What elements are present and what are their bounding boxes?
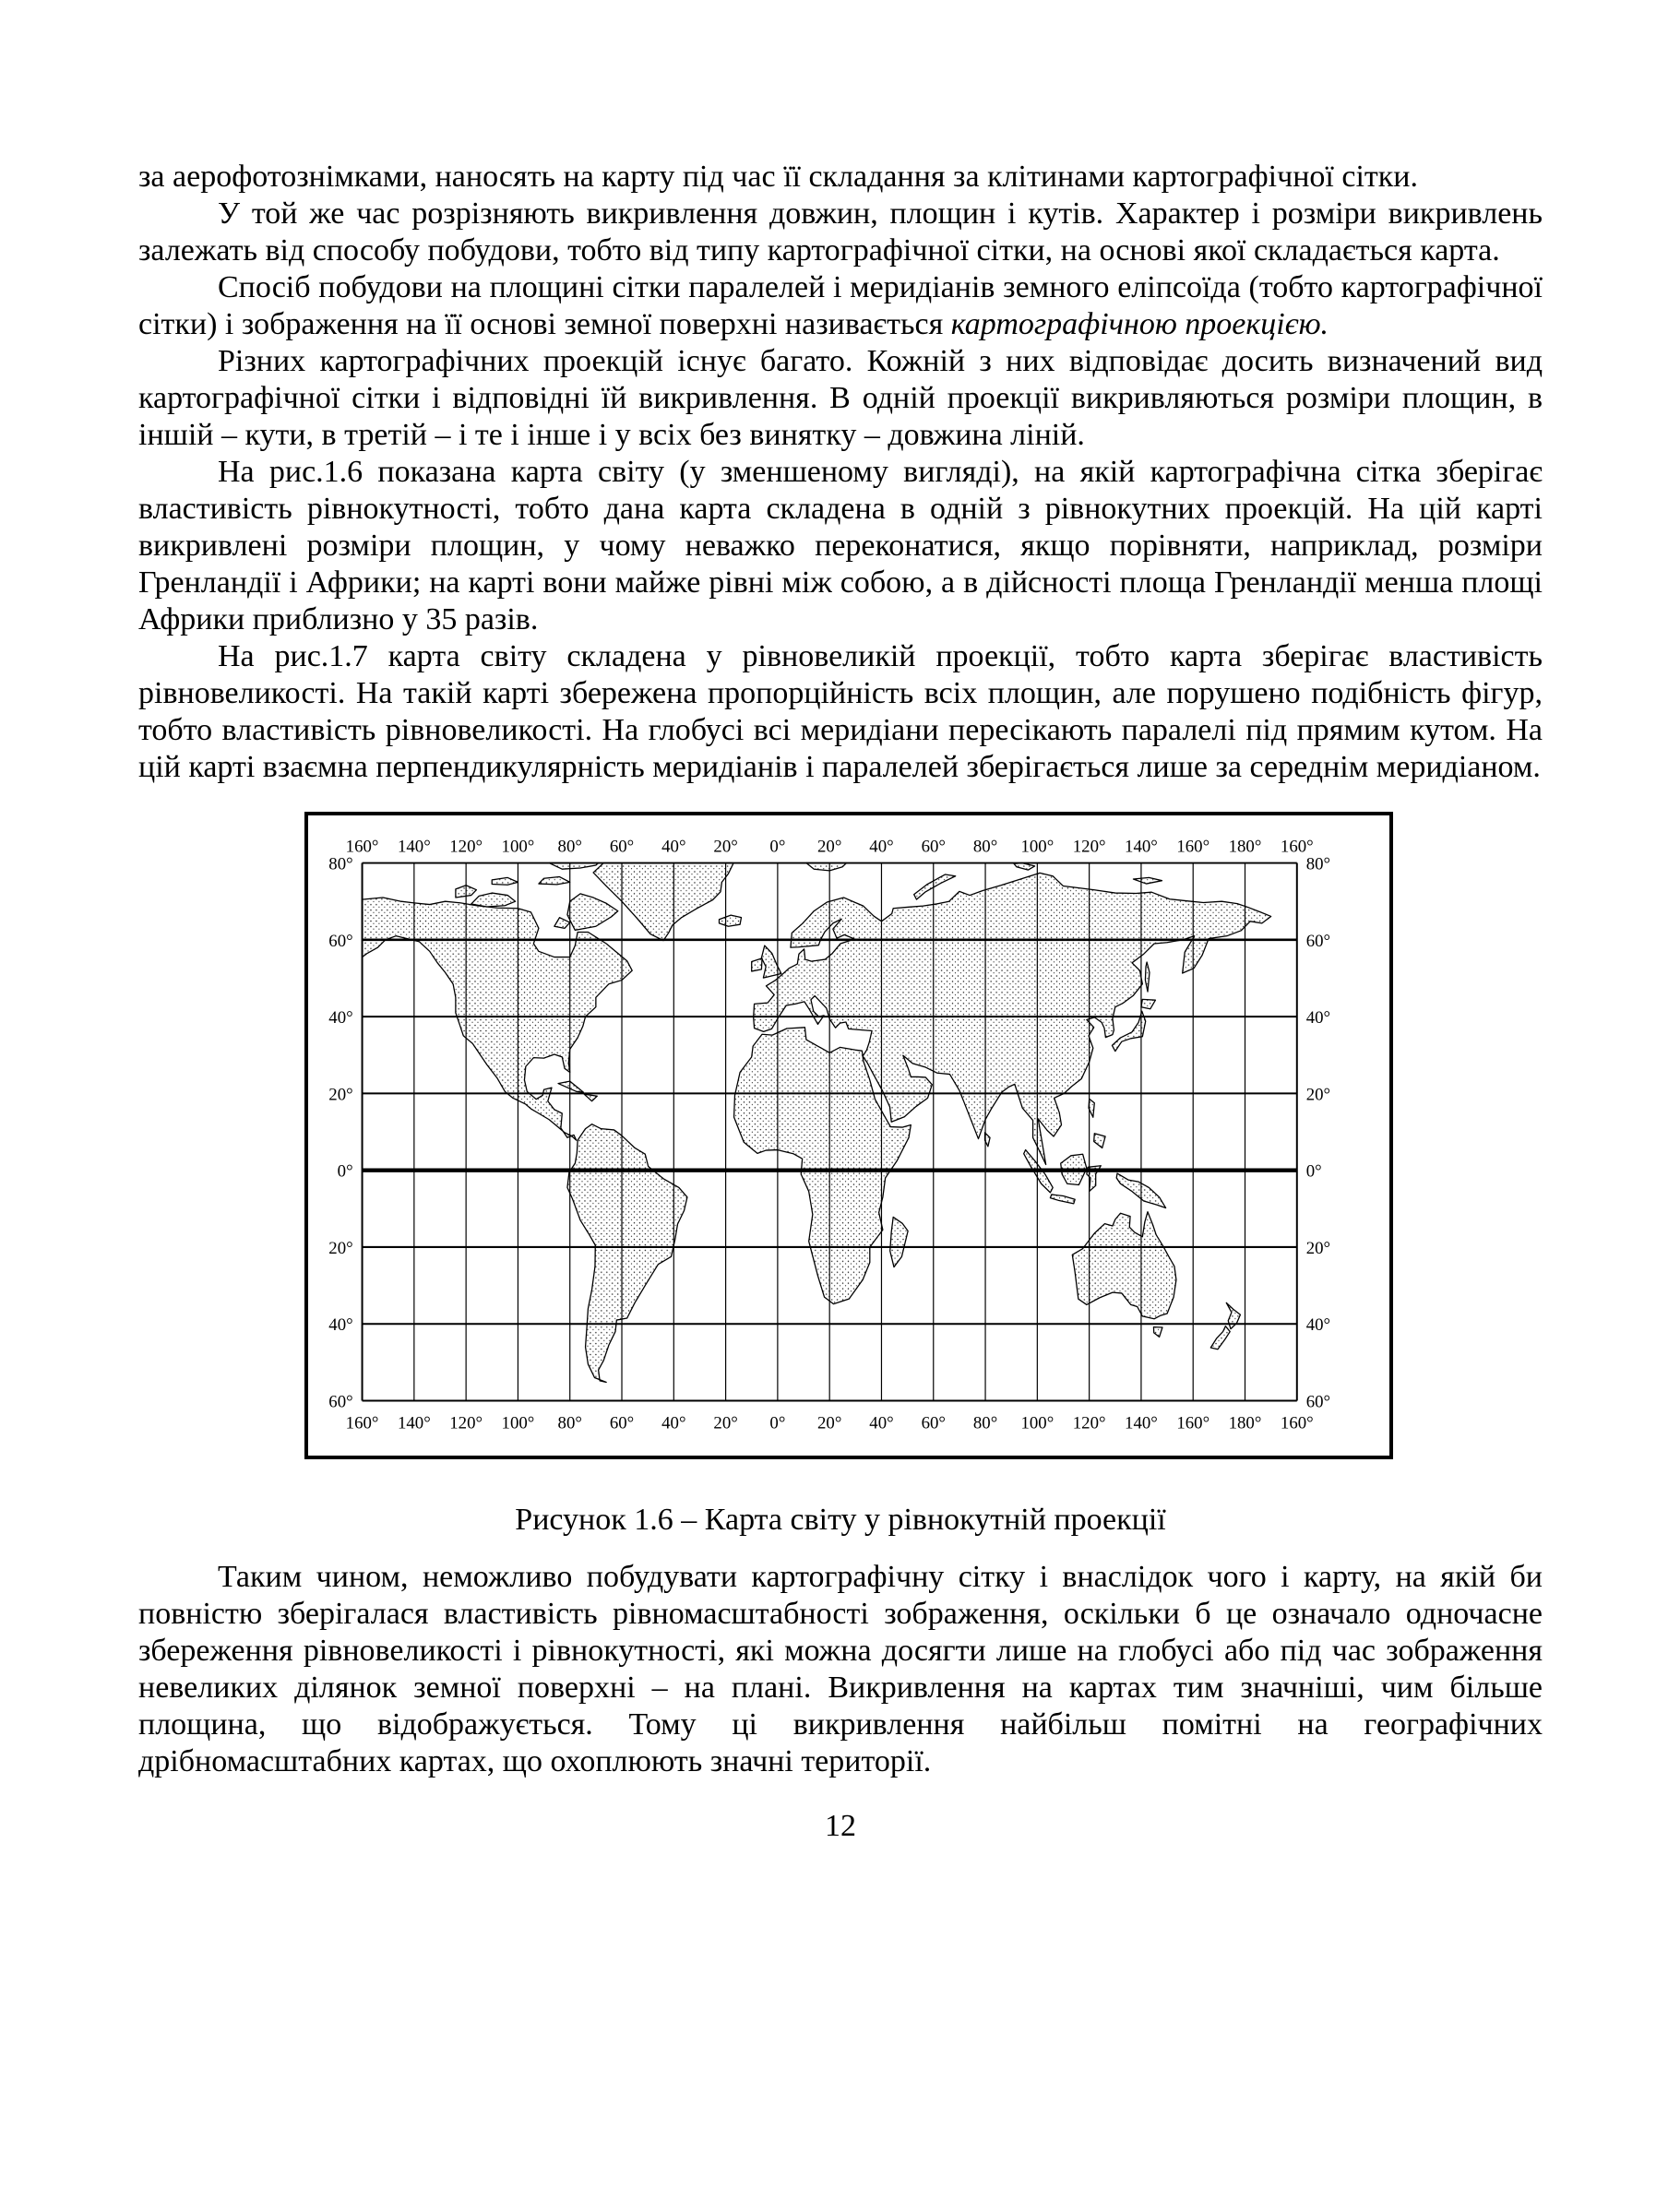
lon-label-top: 20° bbox=[713, 837, 738, 857]
lon-label-bottom: 80° bbox=[972, 1413, 998, 1433]
lon-label-bottom: 160° bbox=[1280, 1413, 1314, 1433]
paragraph-3-italic-term: картографічною проекцією. bbox=[950, 307, 1329, 341]
lon-label-bottom: 0° bbox=[769, 1413, 786, 1433]
lat-label-right: 40° bbox=[1305, 1315, 1331, 1336]
lon-label-top: 140° bbox=[397, 837, 431, 857]
closing-paragraph-text: Таким чином, неможливо побудувати картографічну сітку і внаслідок чого і карту, на якій би повністю зберігалася властивість рівномасштабності зображення, оскільки б це означало одночасне збереження рівновеликості і рівнокутності, які можна досягти лише на глобусі або під час зображення невеликих ділянок земної поверхні – на плані. Викривлення на картах тим значніші, чим більше площина, що відображується. Тому ці викривлення найбільш помітні на географічних дрібномасштабних картах, що охоплюють значні території. bbox=[138, 1560, 1543, 1778]
lon-label-top: 140° bbox=[1125, 837, 1158, 857]
page-number: 12 bbox=[825, 1809, 856, 1843]
land-north-america bbox=[363, 898, 633, 1140]
lat-label-left: 60° bbox=[328, 931, 353, 951]
text-column bbox=[138, 159, 1543, 1845]
paragraph-6-text: На рис.1.7 карта світу складена у рівновеликій проекції, тобто карта зберігає властивість рівновеликості. На такій карті збережена пропорційність всіх площин, але порушено подібність фігур, тобто властивість рівновеликості. На глобусі всі меридіани пересікають паралелі під прямим кутом. На цій карті взаємна перпендикулярність меридіанів і паралелей зберігається лише за середнім меридіаном. bbox=[138, 639, 1543, 784]
lon-label-bottom: 140° bbox=[1125, 1413, 1158, 1433]
land-svalbard bbox=[806, 863, 847, 871]
lon-label-bottom: 20° bbox=[713, 1413, 738, 1433]
land-ireland bbox=[752, 958, 762, 971]
paragraph-2-text: У той же час розрізняють викривлення довжин, площин і кутів. Характер і розміри викривлень залежать від способу побудови, тобто від типу картографічної сітки, на основі якої складається карта. bbox=[138, 196, 1543, 268]
lat-label-right: 20° bbox=[1305, 1238, 1331, 1258]
land-devon-island bbox=[539, 877, 570, 885]
lon-label-top: 120° bbox=[1072, 837, 1106, 857]
land-victoria-island bbox=[471, 893, 516, 907]
lat-label-right: 60° bbox=[1305, 931, 1331, 951]
lon-label-bottom: 60° bbox=[921, 1413, 946, 1433]
lon-label-bottom: 140° bbox=[397, 1413, 431, 1433]
land-southampton-island bbox=[554, 918, 570, 929]
lon-label-bottom: 160° bbox=[345, 1413, 379, 1433]
paragraph-1-text: за аерофотознімками, наносять на карту під час її складання за клітинами картографічної сітки. bbox=[138, 160, 1418, 194]
paragraph-3-text: Спосіб побудови на площині сітки паралелей і меридіанів земного еліпсоїда (тобто картографічної сітки) і зображення на її основі земної поверхні називається bbox=[138, 270, 1543, 341]
lat-label-left: 40° bbox=[328, 1315, 353, 1336]
lon-label-top: 160° bbox=[345, 837, 379, 857]
land-tasmania bbox=[1153, 1327, 1162, 1338]
lat-label-left: 40° bbox=[328, 1008, 353, 1029]
land-iceland bbox=[720, 915, 742, 926]
figure-map bbox=[304, 812, 1393, 1459]
lon-label-bottom: 100° bbox=[1020, 1413, 1054, 1433]
lat-label-right: 80° bbox=[1305, 854, 1331, 874]
land-java bbox=[1050, 1195, 1075, 1204]
land-britain bbox=[761, 945, 780, 978]
lon-label-top: 80° bbox=[972, 837, 998, 857]
lon-label-top: 0° bbox=[769, 837, 786, 857]
land-hokkaido bbox=[1141, 999, 1155, 1008]
lon-label-bottom: 180° bbox=[1228, 1413, 1262, 1433]
paragraph-5-text: На рис.1.6 показана карта світу (у зменшеному вигляді), на якій картографічна сітка зберігає властивість рівнокутності, тобто дана карта складена в одній з рівнокутних проекцій. На цій карті викривлені розміри площин, у чому неважко переконатися, якщо порівняти, наприклад, розміри Гренландії і Африки; на карті вони майже рівні між собою, а в дійсності площа Гренландії менша площі Африки приблизно у 35 разів. bbox=[138, 455, 1543, 636]
land-new-zealand-north bbox=[1226, 1302, 1240, 1328]
map-frame bbox=[304, 812, 1393, 1459]
lat-label-right: 60° bbox=[1305, 1392, 1331, 1412]
lat-label-left: 80° bbox=[328, 854, 353, 874]
lon-label-top: 100° bbox=[501, 837, 535, 857]
figure-caption: Рисунок 1.6 – Карта світу у рівнокутній проекції bbox=[515, 1503, 1166, 1537]
lon-label-top: 20° bbox=[817, 837, 842, 857]
land-new-siberian-islands bbox=[1133, 877, 1162, 884]
land-novaya-zemlya bbox=[914, 874, 956, 899]
land-ellesmere-island bbox=[549, 863, 598, 870]
land-cuba bbox=[558, 1081, 583, 1092]
lon-label-bottom: 60° bbox=[609, 1413, 635, 1433]
land-south-america bbox=[567, 1124, 687, 1383]
land-sakhalin bbox=[1145, 962, 1150, 992]
lon-label-top: 40° bbox=[661, 837, 686, 857]
land-mindanao bbox=[1094, 1134, 1105, 1148]
closing-paragraph bbox=[138, 1559, 1543, 1780]
lon-label-top: 40° bbox=[869, 837, 894, 857]
paragraph-1 bbox=[138, 159, 1543, 196]
lon-label-bottom: 40° bbox=[661, 1413, 686, 1433]
lat-label-right: 0° bbox=[1305, 1161, 1322, 1182]
lat-label-left: 60° bbox=[328, 1392, 353, 1412]
lon-label-top: 100° bbox=[1020, 837, 1054, 857]
lat-label-left: 20° bbox=[328, 1085, 353, 1105]
paragraph-4 bbox=[138, 343, 1543, 454]
lon-label-top: 120° bbox=[449, 837, 483, 857]
lon-label-top: 180° bbox=[1228, 837, 1262, 857]
land-madagascar bbox=[890, 1217, 908, 1266]
lat-label-left: 0° bbox=[337, 1161, 353, 1182]
land-greenland bbox=[593, 863, 733, 941]
lon-label-bottom: 100° bbox=[501, 1413, 535, 1433]
land-hispaniola bbox=[584, 1094, 597, 1101]
lon-label-bottom: 20° bbox=[817, 1413, 842, 1433]
paragraph-6 bbox=[138, 638, 1543, 786]
lat-label-right: 20° bbox=[1305, 1085, 1331, 1105]
paragraph-3 bbox=[138, 269, 1543, 343]
paragraph-2 bbox=[138, 196, 1543, 269]
lon-label-bottom: 80° bbox=[557, 1413, 582, 1433]
paragraph-4-text: Різних картографічних проекцій існує багато. Кожній з них відповідає досить визначений вид картографічної сітки і відповідні їй викривлення. В одній проекції викривляються розміри площин, в іншій – кути, в третій – і те і інше і у всіх без винятку – довжина ліній. bbox=[138, 344, 1543, 452]
lat-label-right: 40° bbox=[1305, 1008, 1331, 1029]
land-australia bbox=[1072, 1212, 1176, 1319]
world-map-svg bbox=[308, 815, 1389, 1456]
paragraph-5 bbox=[138, 454, 1543, 638]
lon-label-bottom: 120° bbox=[1072, 1413, 1106, 1433]
lon-label-top: 80° bbox=[557, 837, 582, 857]
lon-label-top: 160° bbox=[1280, 837, 1314, 857]
lon-label-bottom: 120° bbox=[449, 1413, 483, 1433]
lon-label-top: 160° bbox=[1176, 837, 1210, 857]
land-severnaya-zemlya bbox=[1014, 863, 1035, 871]
lon-label-top: 60° bbox=[921, 837, 946, 857]
land-new-zealand-south bbox=[1210, 1326, 1230, 1350]
lon-label-bottom: 160° bbox=[1176, 1413, 1210, 1433]
land-melville-island bbox=[492, 877, 518, 885]
lon-label-top: 60° bbox=[609, 837, 635, 857]
lon-label-bottom: 40° bbox=[869, 1413, 894, 1433]
lat-label-left: 20° bbox=[328, 1238, 353, 1258]
land-baffin-island bbox=[567, 894, 618, 931]
